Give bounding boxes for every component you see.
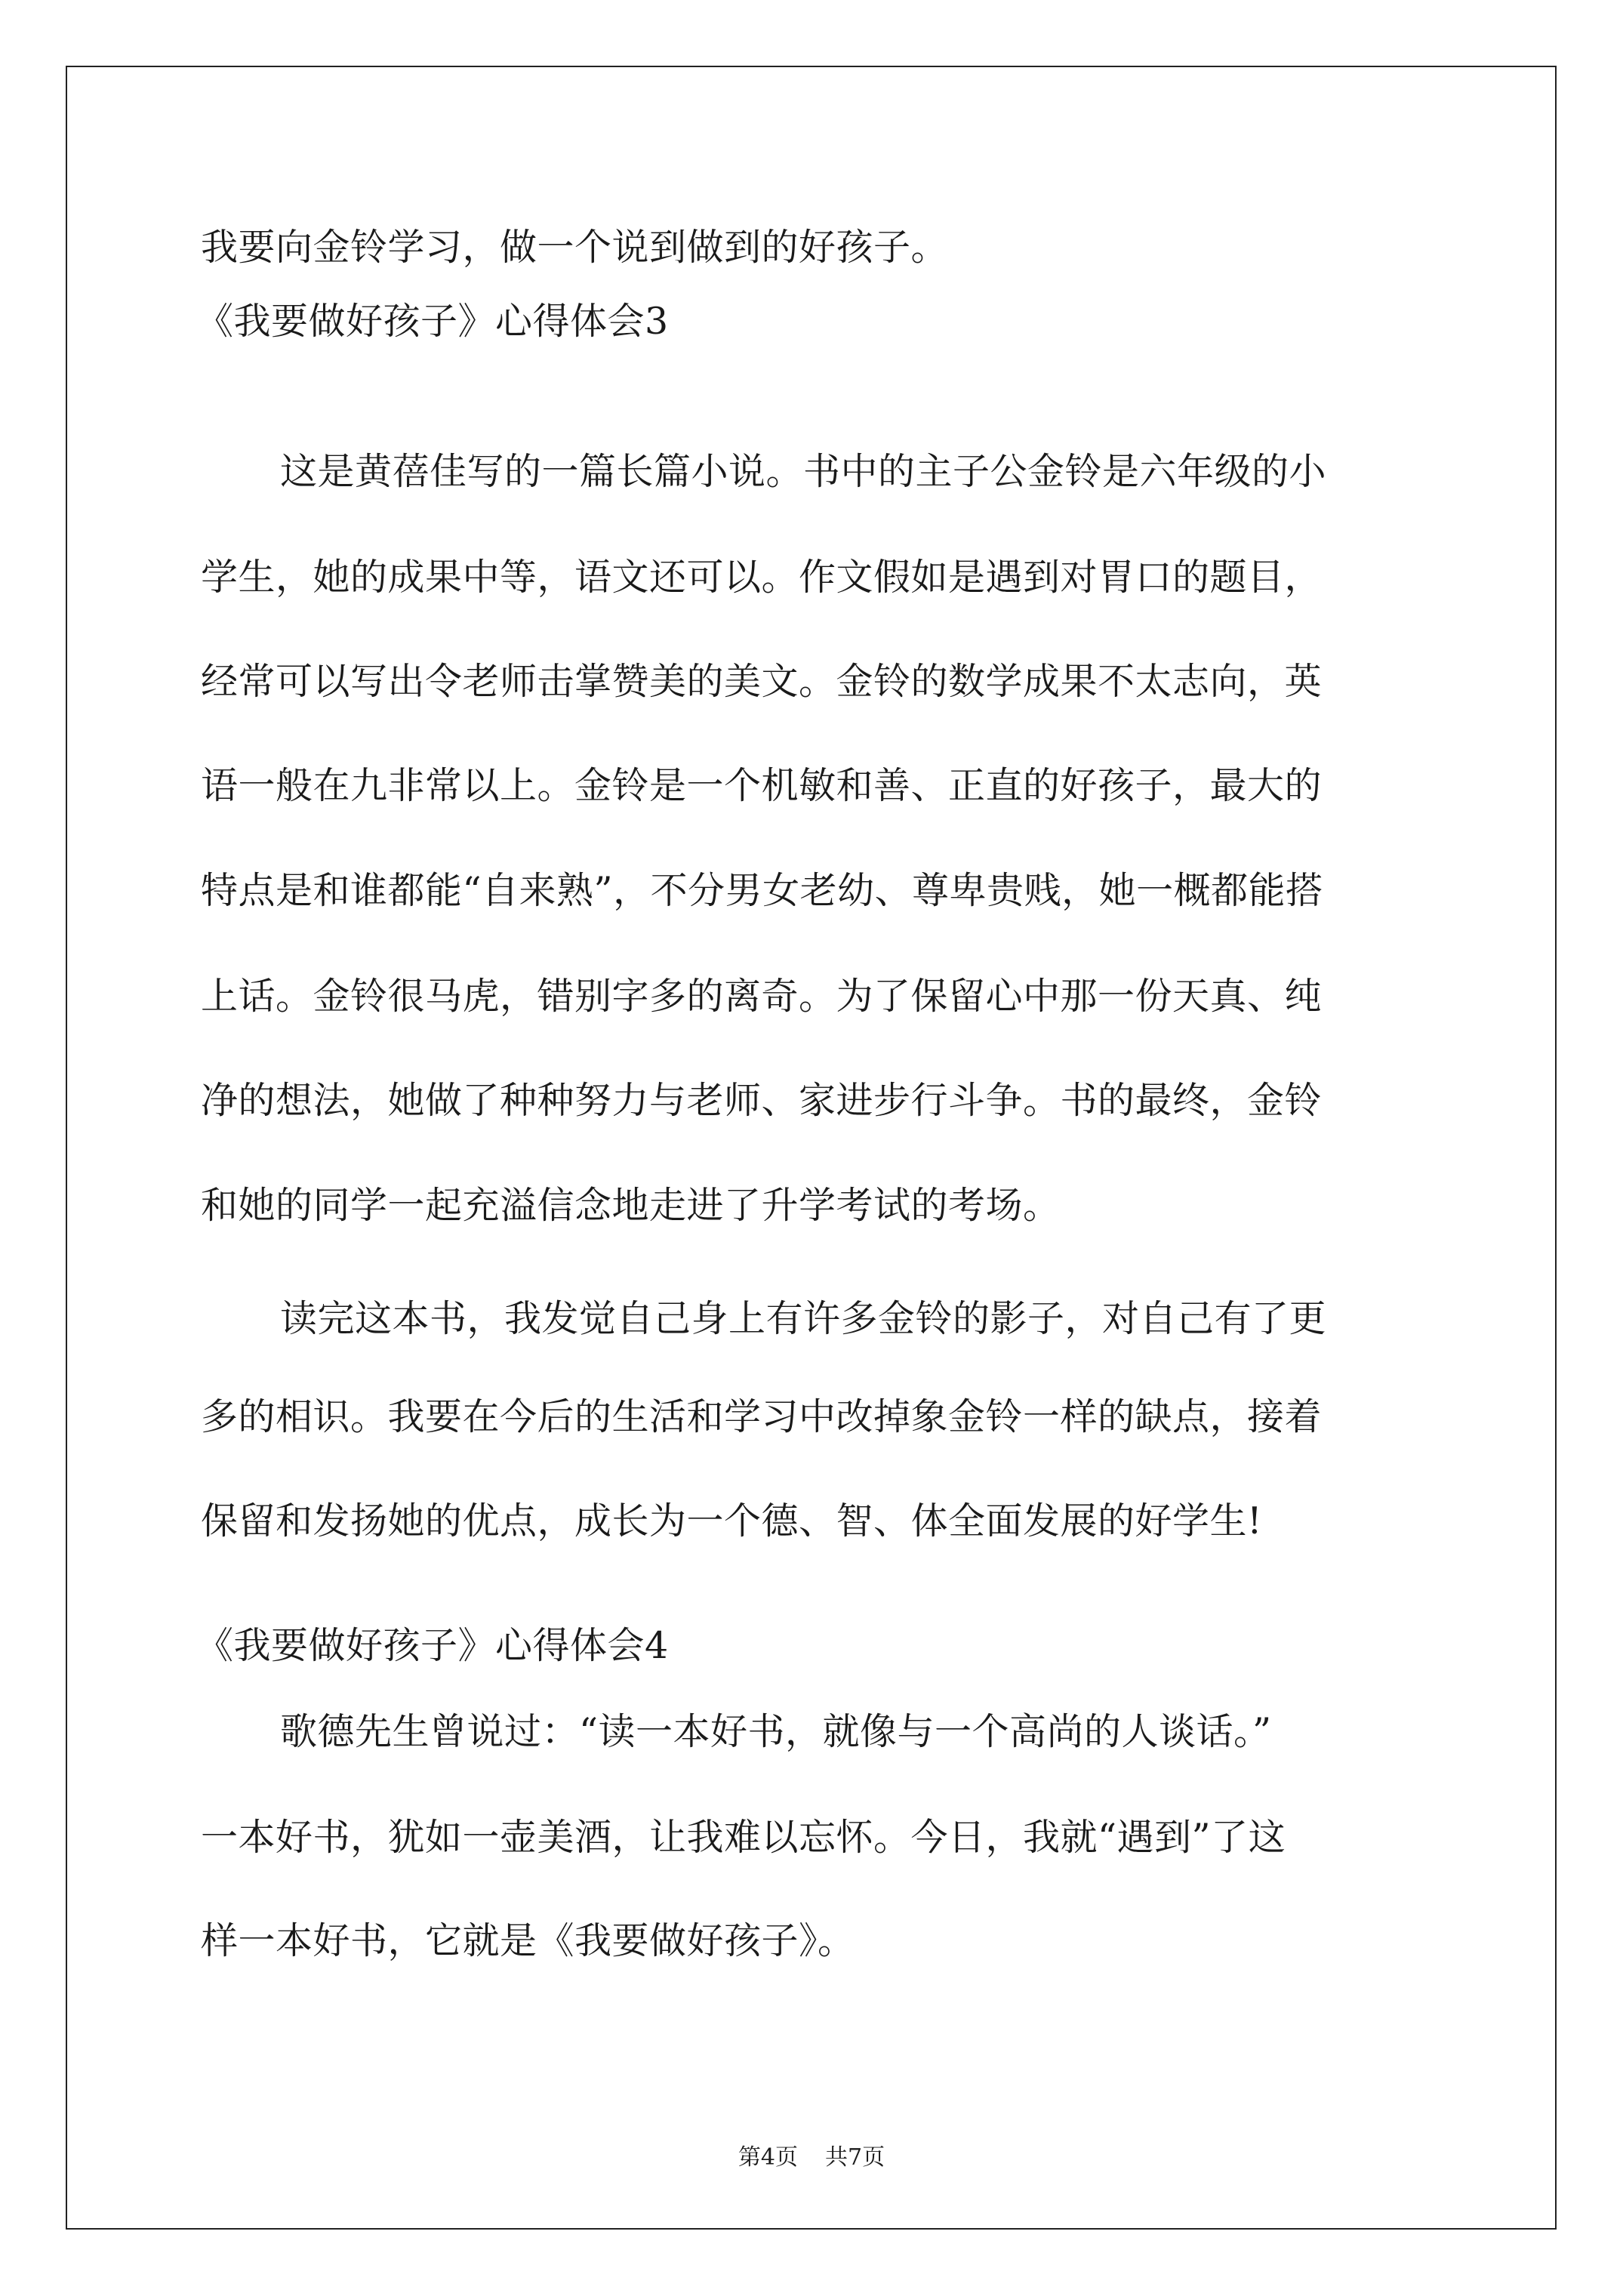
paragraph-line: 上话。金铃很马虎，错别字多的离奇。为了保留心中那一份天真、纯 <box>201 975 1323 1018</box>
page-border <box>66 66 1557 2230</box>
paragraph-line: 保留和发扬她的优点，成长为一个德、智、体全面发展的好学生! <box>201 1499 1263 1542</box>
paragraph-line: 学生，她的成果中等，语文还可以。作文假如是遇到对胃口的题目， <box>201 556 1323 599</box>
paragraph-line: 这是黄蓓佳写的一篇长篇小说。书中的主子公金铃是六年级的小 <box>280 450 1327 493</box>
paragraph-line: 多的相识。我要在今后的生活和学习中改掉象金铃一样的缺点，接着 <box>201 1395 1323 1438</box>
page-number: 第4页 <box>738 2144 798 2171</box>
paragraph-line: 净的想法，她做了种种努力与老师、家进步行斗争。书的最终，金铃 <box>201 1079 1323 1122</box>
paragraph-line: 读完这本书，我发觉自己身上有许多金铃的影子，对自己有了更 <box>280 1297 1327 1340</box>
paragraph-line: 歌德先生曾说过：“读一本好书，就像与一个高尚的人谈话。” <box>280 1710 1272 1753</box>
paragraph-line: 一本好书，犹如一壶美酒，让我难以忘怀。今日，我就“遇到”了这 <box>201 1816 1286 1859</box>
page-total: 共7页 <box>825 2144 885 2171</box>
section-heading: 《我要做好孩子》心得体会3 <box>196 300 669 343</box>
body-text-line: 我要向金铃学习，做一个说到做到的好孩子。 <box>201 226 949 269</box>
page-footer <box>0 2143 1623 2173</box>
paragraph-line: 样一本好书，它就是《我要做好孩子》。 <box>201 1919 855 1962</box>
section-heading: 《我要做好孩子》心得体会4 <box>196 1624 669 1667</box>
paragraph-line: 和她的同学一起充溢信念地走进了升学考试的考场。 <box>201 1184 1061 1227</box>
paragraph-line: 语一般在九非常以上。金铃是一个机敏和善、正直的好孩子，最大的 <box>201 764 1323 807</box>
paragraph-line: 经常可以写出令老师击掌赞美的美文。金铃的数学成果不太志向，英 <box>201 660 1323 703</box>
paragraph-line: 特点是和谁都能“自来熟”，不分男女老幼、尊卑贵贱，她一概都能搭 <box>201 869 1323 912</box>
